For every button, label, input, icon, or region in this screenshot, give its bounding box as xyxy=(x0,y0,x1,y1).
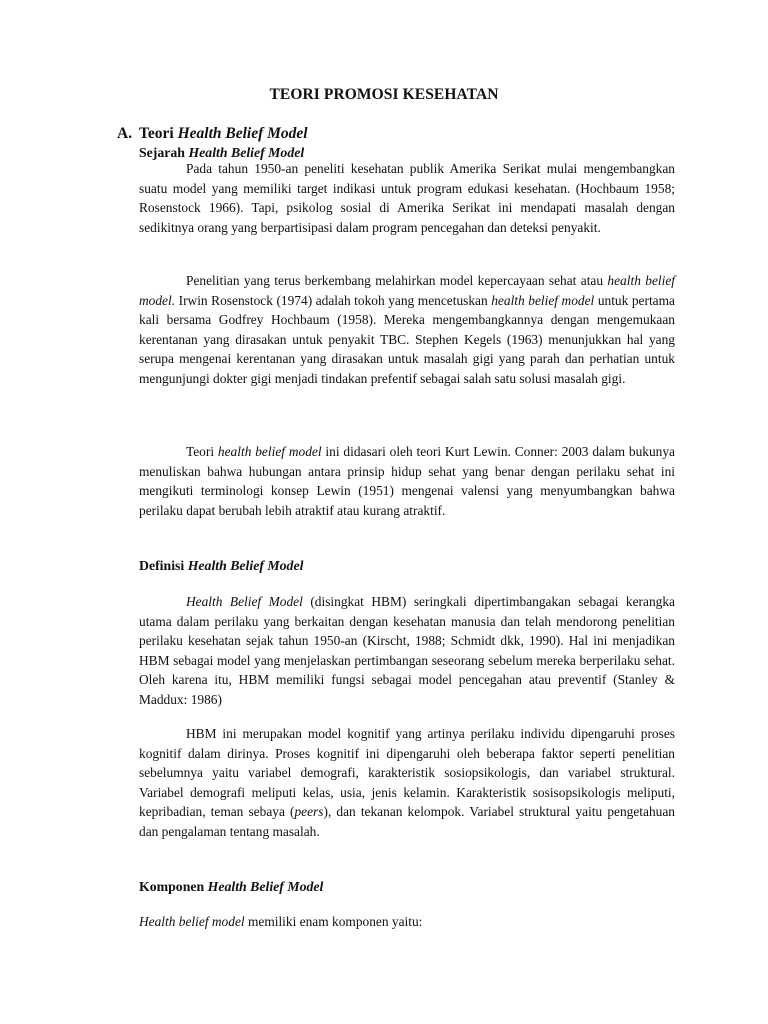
definisi-p2-c: ), dan tekanan kelompok. Variabel struktural yaitu pengetahuan dan pengalaman tentang masalah. xyxy=(139,804,675,839)
definisi-paragraph-2 xyxy=(139,724,675,842)
komponen-intro xyxy=(139,914,422,930)
sejarah-prefix: Sejarah xyxy=(139,145,185,160)
section-a-number: A. xyxy=(117,125,133,142)
sejarah-italic: Health Belief Model xyxy=(188,145,305,160)
komponen-heading xyxy=(139,879,323,895)
sejarah-p3-a: Teori xyxy=(186,444,215,459)
section-a-heading xyxy=(117,125,308,143)
sejarah-p2-b: health belief model. xyxy=(139,273,675,308)
definisi-p2-b: peers xyxy=(294,804,324,820)
komponen-line-b: memiliki enam komponen yaitu: xyxy=(247,914,423,929)
komponen-line-a: Health belief model xyxy=(139,914,245,929)
section-a-prefix: Teori xyxy=(139,125,174,142)
definisi-paragraph-1 xyxy=(139,592,675,710)
komponen-prefix: Komponen xyxy=(139,879,205,894)
sejarah-p3-c: ini didasari oleh teori Kurt Lewin. Conner: 2003 dalam bukunya menuliskan bahwa hubungan antara prinsip hidup sehat yang benar dengan perilaku sehat ini mengikuti terminologi konsep Lewin (1951) mengenai valensi yang menyumbangkan bahwa perilaku dapat berubah lebih atraktif atau kurang atraktif. xyxy=(139,444,676,518)
sejarah-p2-c: Irwin Rosenstock (1974) adalah tokoh yang mencetuskan xyxy=(178,292,488,308)
sejarah-p2-e: untuk pertama kali bersama Godfrey Hochbaum (1958). Mereka mengembangkannya dengan mengemukaan kerentanan yang dirasakan untuk penyakit TBC. Stephen Kegels (1963) menunjukkan hal yang serupa mengenai kerentanan yang dirasakan untuk masalah gigi yang parah dan perhatian untuk mengunjungi dokter gigi menjadi tindakan prefentif sebagai salah satu solusi masalah gigi. xyxy=(139,292,675,386)
definisi-italic: Health Belief Model xyxy=(187,558,304,573)
definisi-prefix: Definisi xyxy=(139,558,185,573)
section-a-italic: Health Belief Model xyxy=(177,125,308,142)
document-title: TEORI PROMOSI KESEHATAN xyxy=(269,86,499,103)
sejarah-p3-b: health belief model xyxy=(217,444,322,459)
sejarah-paragraph-3 xyxy=(139,442,675,520)
sejarah-paragraph-1: Pada tahun 1950-an peneliti kesehatan publik Amerika Serikat mulai mengembangkan suatu model yang memiliki target indikasi untuk program edukasi kesehatan. (Hochbaum 1958; Rosenstock 1966). Tapi, psikolog sosial di Amerika Serikat ini mendapati masalah dengan sedikitnya orang yang berpartisipasi dalam program pencegahan dan deteksi penyakit. xyxy=(139,161,675,235)
komponen-italic: Health Belief Model xyxy=(207,879,324,894)
definisi-heading xyxy=(139,558,303,574)
sejarah-paragraph-2 xyxy=(139,271,675,389)
definisi-p1-a: Health Belief Model xyxy=(186,594,303,609)
sejarah-p2-d: health belief model xyxy=(491,292,595,308)
definisi-p2-a: HBM ini merupakan model kognitif yang artinya perilaku individu dipengaruhi proses kognitif dalam dirinya. Proses kognitif ini dipengaruhi oleh beberapa faktor seperti penelitian sebelumnya yaitu variabel demografi, karakteristik sosiopsikologis, dan variabel struktural. Variabel demografi meliputi kelas, usia, jenis kelamin. Karakteristik sosisopsikologis meliputi, kepribadian, teman sebaya ( xyxy=(139,726,675,820)
definisi-p1-b: (disingkat HBM) seringkali dipertimbangakan sebagai kerangka utama dalam perilaku yang berkaitan dengan kesehatan manusia dan telah mendorong penelitian perilaku kesehatan sejak tahun 1950-an (Kirscht, 1988; Schmidt dkk, 1990). Hal ini menjadikan HBM sebagai model yang menjelaskan pertimbangan seseorang sebelum mereka berperilaku sehat. Oleh karena itu, HBM memiliki fungsi sebagai model pencegahan atau preventif (Stanley & Maddux: 1986) xyxy=(139,594,675,707)
sejarah-p2-a: Penelitian yang terus berkembang melahirkan model kepercayaan sehat atau xyxy=(186,273,604,288)
